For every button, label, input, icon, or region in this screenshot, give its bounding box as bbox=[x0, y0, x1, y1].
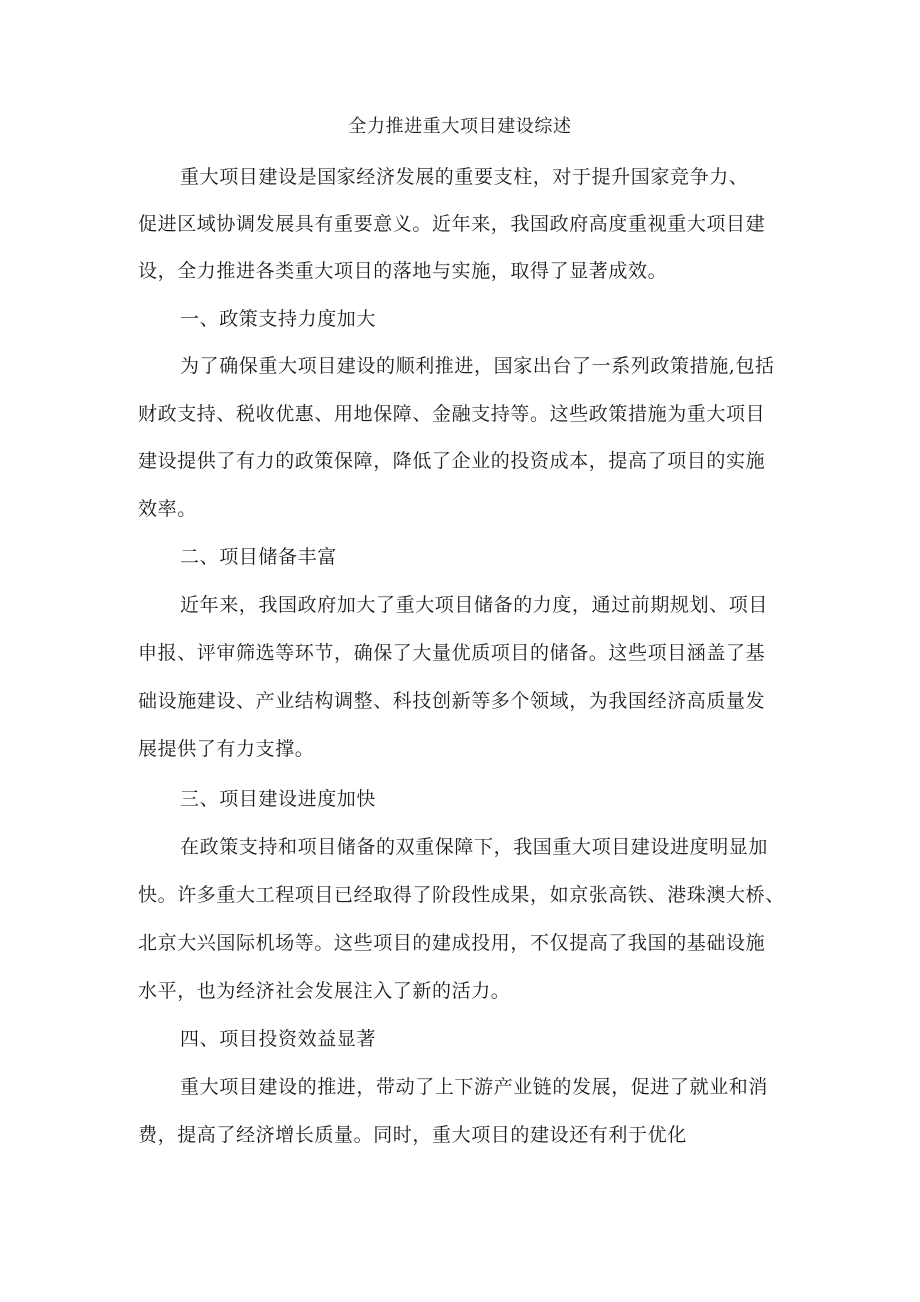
paragraph-line: 重大项目建设的推进，带动了上下游产业链的发展，促进了就业和消 bbox=[180, 1076, 769, 1098]
section-heading-4: 四、项目投资效益显著 bbox=[180, 1028, 377, 1050]
paragraph-line: 在政策支持和项目储备的双重保障下，我国重大项目建设进度明显加 bbox=[180, 836, 769, 858]
section-heading-2: 二、项目储备丰富 bbox=[180, 546, 337, 568]
paragraph-line: 财政支持、税收优惠、用地保障、金融支持等。这些政策措施为重大项目 bbox=[138, 403, 766, 425]
paragraph-line: 为了确保重大项目建设的顺利推进，国家出台了一系列政策措施,包括 bbox=[180, 355, 775, 377]
paragraph-line: 快。许多重大工程项目已经取得了阶段性成果，如京张高铁、港珠澳大桥、 bbox=[138, 884, 785, 906]
paragraph-line: 近年来，我国政府加大了重大项目储备的力度，通过前期规划、项目 bbox=[180, 594, 769, 616]
document-title: 全力推进重大项目建设综述 bbox=[348, 116, 572, 137]
section-heading-1: 一、政策支持力度加大 bbox=[180, 308, 377, 330]
paragraph-line: 展提供了有力支撑。 bbox=[138, 738, 315, 760]
paragraph-line: 申报、评审筛选等环节，确保了大量优质项目的储备。这些项目涵盖了基 bbox=[138, 642, 766, 664]
paragraph-line: 效率。 bbox=[138, 498, 197, 520]
paragraph-line: 费，提高了经济增长质量。同时，重大项目的建设还有利于优化 bbox=[138, 1124, 687, 1146]
paragraph-line: 北京大兴国际机场等。这些项目的建成投用，不仅提高了我国的基础设施 bbox=[138, 932, 766, 954]
section-heading-3: 三、项目建设进度加快 bbox=[180, 788, 377, 810]
paragraph-line: 水平，也为经济社会发展注入了新的活力。 bbox=[138, 980, 511, 1002]
paragraph-line: 促进区域协调发展具有重要意义。近年来，我国政府高度重视重大项目建 bbox=[138, 213, 766, 235]
paragraph-line: 建设提供了有力的政策保障，降低了企业的投资成本，提高了项目的实施 bbox=[138, 450, 766, 472]
paragraph-line: 设，全力推进各类重大项目的落地与实施，取得了显著成效。 bbox=[138, 260, 668, 282]
paragraph-line: 重大项目建设是国家经济发展的重要支柱，对于提升国家竞争力、 bbox=[180, 166, 749, 188]
paragraph-line: 础设施建设、产业结构调整、科技创新等多个领域，为我国经济高质量发 bbox=[138, 690, 766, 712]
